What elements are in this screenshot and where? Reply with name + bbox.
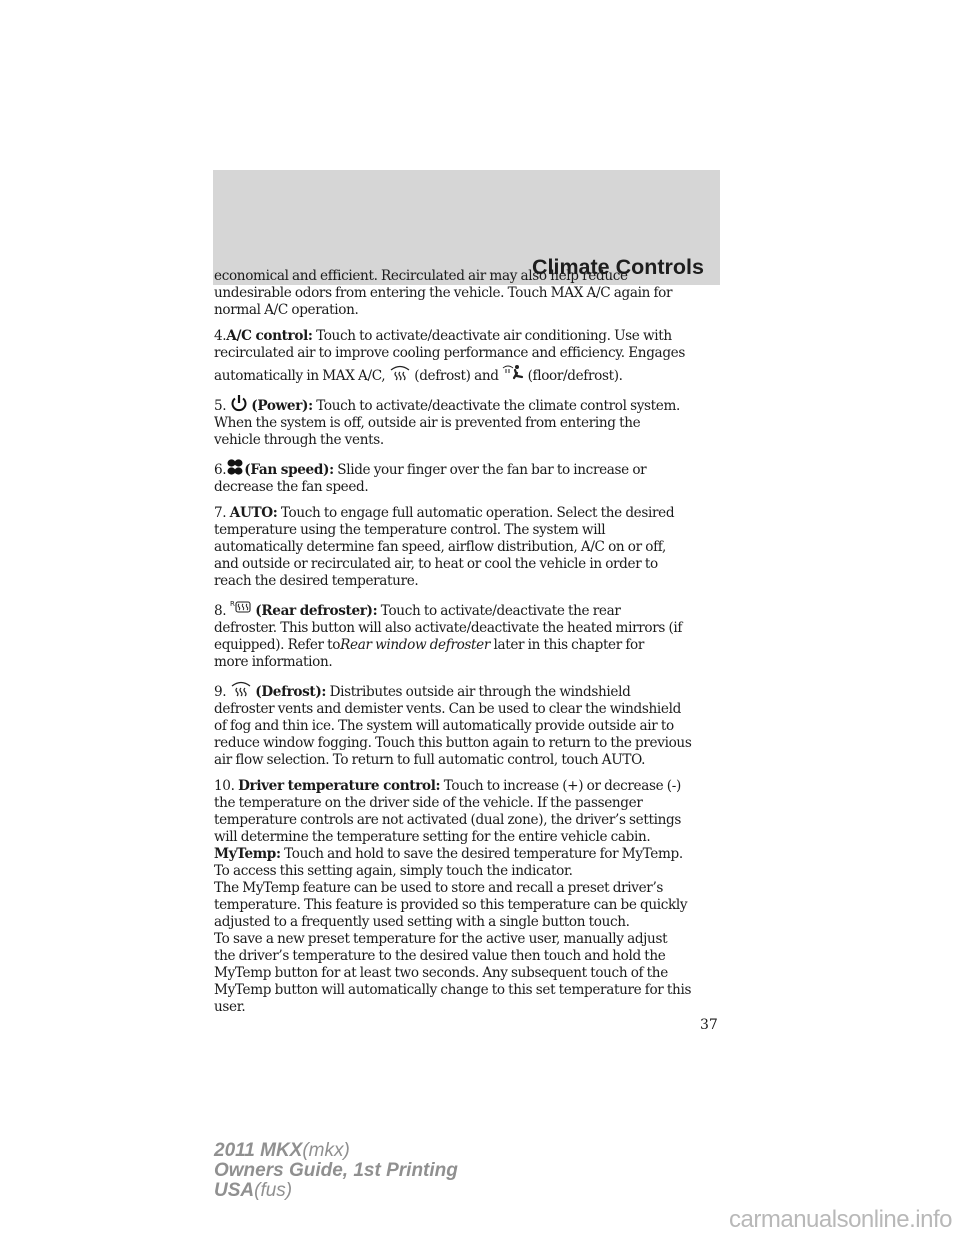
text-line: The MyTemp feature can be used to store and recall a preset driver’s [214, 880, 664, 896]
text-line: recirculated air to improve cooling performance and efficiency. Engages [214, 345, 685, 361]
floor-defrost-icon [502, 364, 524, 382]
defrost-icon [389, 364, 411, 382]
item-text: Touch to activate/deactivate the rear [380, 603, 621, 619]
item-number: 4. [214, 328, 227, 344]
footer-print-info [214, 1141, 458, 1201]
item-label: AUTO: [229, 505, 278, 521]
text-line: user. [214, 999, 246, 1015]
text-fragment: automatically in MAX A/C, [214, 368, 386, 384]
text-line: of fog and thin ice. The system will automatically provide outside air to [214, 718, 674, 734]
item-number: 7. [214, 505, 227, 521]
text-fragment: later in this chapter for [493, 637, 645, 653]
item-number: 5. [214, 398, 227, 414]
defrost-icon [230, 680, 252, 698]
item-label: A/C control: [226, 328, 313, 344]
item-label: (Defrost): [255, 684, 327, 700]
fan-icon [226, 458, 244, 476]
text-line: decrease the fan speed. [214, 479, 369, 495]
item-number: 8. [214, 603, 227, 619]
text-line: the temperature on the driver side of the vehicle. If the passenger [214, 795, 643, 811]
text-line: reduce window fogging. Touch this button again to return to the previous [214, 735, 692, 751]
footer-model-code: (mkx) [302, 1140, 350, 1161]
text-line: MyTemp button will automatically change to this set temperature for this [214, 982, 692, 998]
item-text: Touch to activate/deactivate air conditioning. Use with [316, 328, 672, 344]
text-fragment: (floor/defrost). [527, 368, 623, 384]
item-text: Touch to engage full automatic operation. Select the desired [280, 505, 675, 521]
text-line: normal A/C operation. [214, 302, 359, 318]
item-rear-defroster [214, 599, 722, 671]
text-line: temperature controls are not activated (dual zone), the driver’s settings [214, 812, 681, 828]
cross-reference: Rear window defroster [340, 637, 491, 653]
text-line: automatically determine fan speed, airflow distribution, A/C on or off, [214, 539, 666, 555]
item-driver-temperature [214, 778, 722, 1016]
text-fragment: (defrost) and [414, 368, 499, 384]
item-number: 6. [214, 462, 227, 478]
item-text: Distributes outside air through the windshield [329, 684, 631, 700]
item-defrost [214, 680, 722, 769]
text-line: adjusted to a frequently used setting with a single button touch. [214, 914, 630, 930]
item-number: 10. [214, 778, 235, 794]
item-label: Driver temperature control: [238, 778, 441, 794]
footer-guide: Owners Guide, 1st Printing [214, 1160, 458, 1181]
text-line: defroster vents and demister vents. Can be used to clear the windshield [214, 701, 681, 717]
svg-text:R: R [229, 600, 235, 608]
text-fragment: equipped). Refer to [214, 637, 341, 653]
power-icon [230, 394, 248, 412]
intro-paragraph [214, 268, 722, 319]
footer-region-code: (fus) [254, 1180, 293, 1201]
item-text: Slide your finger over the fan bar to increase or [337, 462, 647, 478]
item-label: (Rear defroster): [255, 603, 378, 619]
page-body [214, 268, 722, 1016]
text-line: temperature using the temperature control. The system will [214, 522, 606, 538]
watermark: carmanualsonline.info [729, 1206, 952, 1233]
text-line: air flow selection. To return to full automatic control, touch AUTO. [214, 752, 646, 768]
text-line: When the system is off, outside air is prevented from entering the [214, 415, 641, 431]
chapter-title: Climate Controls [531, 255, 704, 279]
text-line: To save a new preset temperature for the active user, manually adjust [214, 931, 668, 947]
item-number: 9. [214, 684, 227, 700]
item-ac-control [214, 328, 722, 385]
text-line: the driver’s temperature to the desired value then touch and hold the [214, 948, 666, 964]
item-power [214, 394, 722, 449]
text-line: more information. [214, 654, 333, 670]
footer-model: 2011 MKX [214, 1140, 303, 1161]
page-number: 37 [700, 1017, 718, 1033]
text-line: MyTemp button for at least two seconds. Any subsequent touch of the [214, 965, 668, 981]
item-text: Touch to activate/deactivate the climate control system. [316, 398, 680, 414]
footer-region: USA [214, 1180, 255, 1201]
text-line: and outside or recirculated air, to heat or cool the vehicle in order to [214, 556, 658, 572]
item-label: (Power): [251, 398, 313, 414]
text-line: reach the desired temperature. [214, 573, 419, 589]
text-line: undesirable odors from entering the vehicle. Touch MAX A/C again for [214, 285, 673, 301]
item-label: (Fan speed): [244, 462, 334, 478]
text-line: defroster. This button will also activate/deactivate the heated mirrors (if [214, 620, 683, 636]
item-text: Touch to increase (+) or decrease (-) [443, 778, 681, 794]
text-line: will determine the temperature setting for the entire vehicle cabin. [214, 829, 651, 845]
text-line: vehicle through the vents. [214, 432, 384, 448]
item-fan-speed [214, 458, 722, 496]
text-line: economical and efficient. Recirculated air may also help reduce [214, 268, 628, 284]
rear-defroster-icon [230, 599, 252, 617]
item-auto [214, 505, 722, 590]
text-line: To access this setting again, simply touch the indicator. [214, 863, 573, 879]
item-text: Touch and hold to save the desired temperature for MyTemp. [284, 846, 683, 862]
mytemp-label: MyTemp: [214, 846, 281, 862]
text-line: temperature. This feature is provided so this temperature can be quickly [214, 897, 688, 913]
